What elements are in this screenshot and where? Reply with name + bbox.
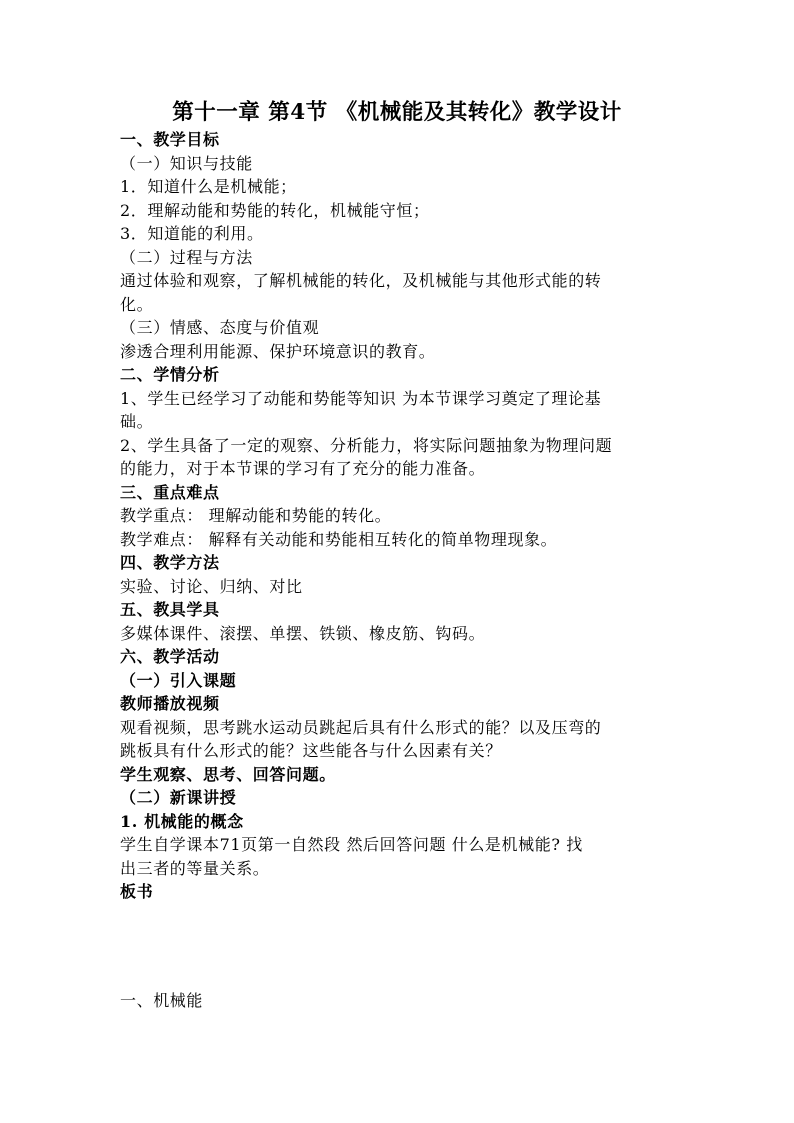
bold-note: 学生观察、思考、回答问题。 (120, 764, 336, 784)
bold-note: 教师播放视频 (120, 694, 220, 713)
subheading-introduction: （一）引入课题 (120, 670, 237, 690)
list-item: 2．理解动能和势能的转化，机械能守恒； (120, 200, 430, 220)
paragraph-line: 础。 (120, 412, 154, 431)
section-heading-objectives: 一、教学目标 (120, 130, 220, 149)
paragraph-line: 教学难点： 解释有关动能和势能相互转化的简单物理现象。 (120, 529, 558, 549)
paragraph-line: 学生自学课本71页第一自然段 然后回答问题 什么是机械能? 找 (120, 835, 583, 854)
subheading-new-lesson: （二）新课讲授 (120, 788, 237, 807)
paragraph-line: 跳板具有什么形式的能？这些能各与什么因素有关？ (120, 741, 502, 760)
list-item: 1．知道什么是机械能； (120, 177, 297, 196)
paragraph-line: 1、学生已经学习了动能和势能等知识 为本节课学习奠定了理论基 (120, 388, 602, 408)
paragraph-line: 的能力，对于本节课的学习有了充分的能力准备。 (120, 459, 486, 478)
list-item: 3．知道能的利用。 (120, 224, 264, 243)
document-body (120, 128, 680, 904)
section-heading-key-points: 三、重点难点 (120, 482, 220, 502)
blackboard-item: 一、机械能 (120, 991, 204, 1010)
paragraph-line: 多媒体课件、滚摆、单摆、铁锁、橡皮筋、钩码。 (120, 623, 486, 643)
subheading-mechanical-energy-concept: 1. 机械能的概念 (120, 811, 244, 831)
paragraph-line: 实验、讨论、归纳、对比 (120, 576, 303, 596)
paragraph-line: 通过体验和观察，了解机械能的转化，及机械能与其他形式能的转 (120, 271, 602, 290)
subheading-emotion-values: （三）情感、态度与价值观 (120, 318, 320, 337)
section-heading-analysis: 二、学情分析 (120, 365, 220, 384)
section-heading-activities: 六、教学活动 (120, 647, 220, 666)
page-title: 第十一章 第4节 《机械能及其转化》教学设计 (172, 100, 622, 125)
section-heading-tools: 五、教具学具 (120, 600, 220, 619)
paragraph-line: 教学重点： 理解动能和势能的转化。 (120, 506, 392, 525)
paragraph-line: 观看视频，思考跳水运动员跳起后具有什么形式的能？以及压弯的 (120, 717, 602, 737)
section-heading-methods: 四、教学方法 (120, 553, 220, 572)
subheading-process-method: （二）过程与方法 (120, 247, 253, 267)
paragraph-line: 渗透合理利用能源、保护环境意识的教育。 (120, 341, 436, 361)
paragraph-line: 2、学生具备了一定的观察、分析能力，将实际问题抽象为物理问题 (120, 435, 613, 455)
paragraph-line: 化。 (120, 294, 154, 314)
subheading-knowledge-skills: （一）知识与技能 (120, 153, 253, 173)
blackboard-label: 板书 (120, 882, 154, 901)
paragraph-line: 出三者的等量关系。 (120, 858, 270, 878)
